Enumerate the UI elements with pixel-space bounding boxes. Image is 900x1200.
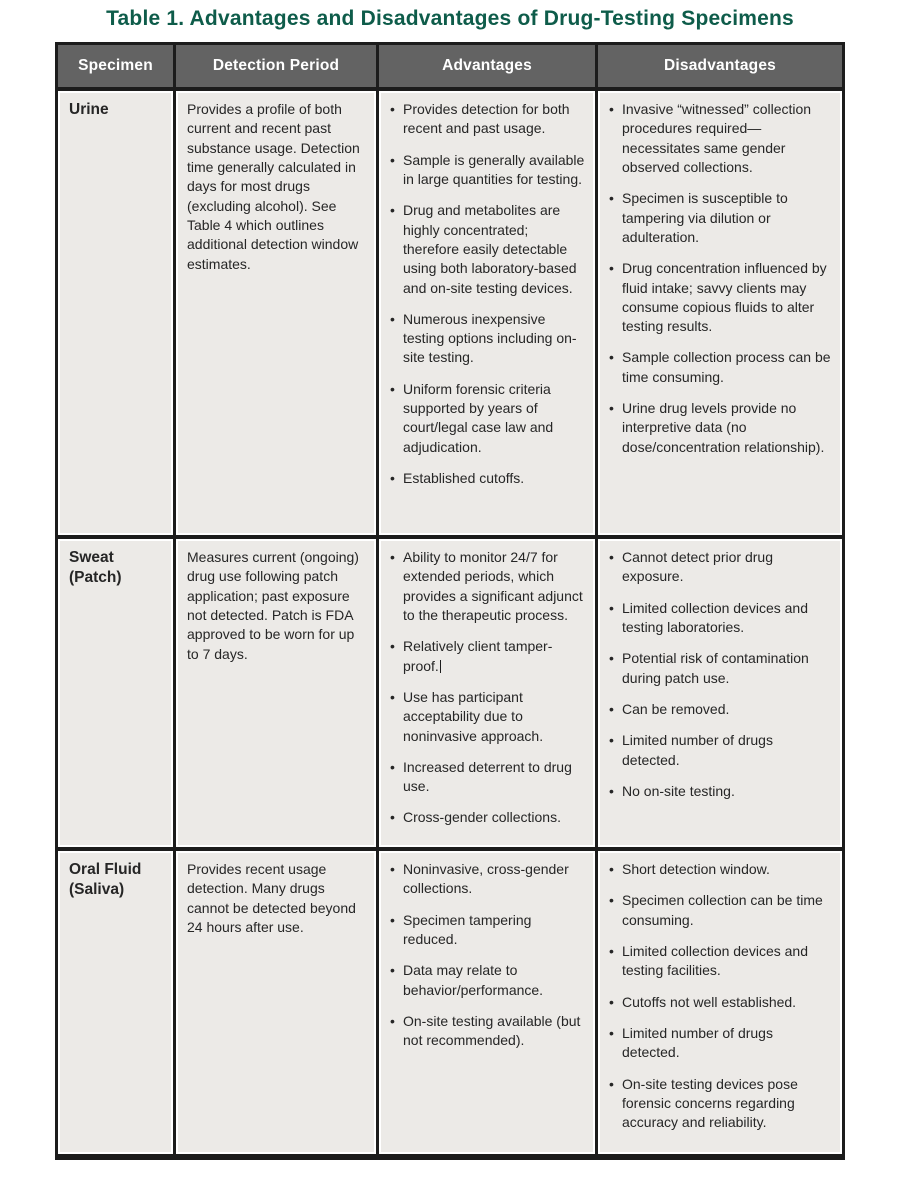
bullet-icon: • [609, 861, 614, 877]
bullet-icon: • [390, 638, 395, 655]
bullet-icon: • [390, 549, 395, 565]
bullet-text: Sample collection process can be time consuming. [622, 349, 831, 385]
bullet-item [609, 649, 832, 688]
bullet-icon: • [390, 1012, 395, 1029]
bullet-item [390, 548, 585, 625]
bullet-text: Cannot detect prior drug exposure. [622, 549, 773, 585]
bullet-text: Numerous inexpensive testing options including on-site testing. [403, 310, 577, 366]
column-header-advantages: Advantages [379, 45, 595, 87]
bullet-icon: • [609, 942, 614, 959]
bullet-text: Ability to monitor 24/7 for extended periods, which provides a significant adjunct to the therapeutic process. [403, 549, 583, 623]
detection-period-text: Provides a profile of both current and recent past substance usage. Detection time generally calculated in days for most drugs (excluding alcohol). See Table 4 which outlines additional detection window estimates. [187, 101, 360, 272]
specimen-cell [58, 851, 173, 1154]
bullet-item [390, 1012, 585, 1051]
bullet-item [390, 201, 585, 298]
bullet-item [609, 731, 832, 770]
bullet-item [390, 808, 585, 827]
bullet-text: Potential risk of contamination during patch use. [622, 650, 809, 686]
bullet-text: Established cutoffs. [403, 470, 525, 486]
bullet-text: Invasive “witnessed” collection procedures required—necessitates same gender observed collections. [622, 101, 812, 175]
bullet-text: Sample is generally available in large quantities for testing. [403, 151, 585, 187]
bullet-text: Short detection window. [622, 861, 770, 877]
bullet-icon: • [390, 202, 395, 219]
bullet-item [609, 189, 832, 247]
bullet-item [609, 1075, 832, 1133]
bullet-text: Relatively client tamper-proof. [403, 638, 553, 674]
bullet-item [609, 700, 832, 719]
bullet-item [390, 100, 585, 139]
bullet-text: Limited number of drugs detected. [622, 1024, 773, 1061]
bullet-icon: • [390, 688, 395, 705]
bullet-text: Provides detection for both recent and past usage. [403, 101, 570, 137]
bullet-item [390, 637, 585, 676]
bullet-icon: • [609, 892, 614, 909]
bullet-item [390, 688, 585, 746]
advantages-cell [379, 539, 595, 847]
column-header-detection-period: Detection Period [176, 45, 376, 87]
disadvantages-cell [598, 91, 842, 535]
bullet-item [609, 399, 832, 457]
bullet-icon: • [609, 1024, 614, 1041]
bullet-item [390, 961, 585, 1000]
bullet-text: Data may relate to behavior/performance. [403, 962, 544, 998]
bullet-text: Noninvasive, cross-gender collections. [403, 861, 569, 897]
bullet-icon: • [609, 101, 614, 117]
bullet-item [390, 151, 585, 190]
detection-period-text: Provides recent usage detection. Many drugs cannot be detected beyond 24 hours after use. [187, 861, 356, 935]
specimen-name: (Patch) [69, 569, 122, 587]
disadvantages-cell [598, 539, 842, 847]
specimen-name: Sweat [69, 549, 114, 566]
bullet-item [390, 380, 585, 457]
specimen-cell [58, 91, 173, 535]
bullet-icon: • [390, 962, 395, 979]
specimen-cell [58, 539, 173, 847]
bullet-item [609, 599, 832, 638]
bullet-item [609, 348, 832, 387]
bullet-text: Limited number of drugs detected. [622, 732, 773, 768]
bullet-icon: • [609, 700, 614, 717]
bullet-icon: • [609, 782, 614, 799]
bullet-text: Specimen collection can be time consuming. [622, 892, 823, 928]
column-header-disadvantages: Disadvantages [598, 45, 842, 87]
bullet-text: Urine drug levels provide no interpretive data (no dose/concentration relationship). [622, 400, 825, 455]
bullet-icon: • [390, 758, 395, 775]
bullet-text: Drug concentration influenced by fluid intake; savvy clients may consume copious fluids to alter testing results. [622, 260, 827, 335]
bullet-item [609, 259, 832, 336]
bullet-icon: • [390, 101, 395, 117]
detection-period-cell [176, 851, 376, 1154]
bullet-text: No on-site testing. [622, 782, 735, 799]
bullet-icon: • [609, 549, 614, 565]
advantages-cell [379, 851, 595, 1154]
bullet-icon: • [390, 861, 395, 877]
bullet-icon: • [609, 732, 614, 749]
disadvantages-cell [598, 851, 842, 1154]
text-cursor [440, 660, 442, 673]
bullet-item [390, 911, 585, 950]
bullet-icon: • [609, 599, 614, 616]
detection-period-cell [176, 539, 376, 847]
bullet-item [609, 782, 832, 801]
bullet-item [609, 548, 832, 587]
advantages-cell [379, 91, 595, 535]
bullet-text: Increased deterrent to drug use. [403, 758, 572, 795]
bullet-text: Specimen tampering reduced. [403, 911, 532, 947]
bullet-icon: • [390, 470, 395, 486]
bullet-text: Can be removed. [622, 700, 730, 717]
bullet-icon: • [390, 151, 395, 168]
bullet-item [390, 758, 585, 797]
bullet-text: Uniform forensic criteria supported by years of court/legal case law and adjudication. [403, 380, 554, 455]
specimens-table [55, 42, 845, 1160]
specimen-name: (Saliva) [69, 881, 125, 899]
bullet-item [609, 100, 832, 177]
bullet-icon: • [390, 911, 395, 928]
bullet-icon: • [390, 380, 395, 397]
bullet-text: Specimen is susceptible to tampering via dilution or adulteration. [622, 190, 788, 245]
bullet-item [609, 993, 832, 1012]
specimen-name: Oral Fluid [69, 861, 142, 878]
bullet-item [390, 469, 585, 488]
bullet-text: On-site testing devices pose forensic concerns regarding accuracy and reliability. [622, 1075, 798, 1131]
bullet-icon: • [609, 400, 614, 417]
column-header-specimen: Specimen [58, 45, 173, 87]
bullet-icon: • [390, 310, 395, 327]
bullet-text: Limited collection devices and testing facilities. [622, 942, 808, 979]
bullet-item [609, 1024, 832, 1063]
bullet-icon: • [609, 260, 614, 277]
bullet-text: Limited collection devices and testing laboratories. [622, 599, 808, 635]
bullet-text: On-site testing available (but not recommended). [403, 1012, 581, 1049]
bullet-icon: • [609, 349, 614, 366]
detection-period-text: Measures current (ongoing) drug use following patch application; past exposure not detected. Patch is FDA approved to be worn for up to 7 days. [187, 549, 359, 662]
bullet-item [390, 310, 585, 368]
bullet-icon: • [609, 650, 614, 667]
bullet-text: Drug and metabolites are highly concentrated; therefore easily detectable using both laboratory-based and on-site testing devices. [403, 202, 577, 296]
bullet-item [609, 942, 832, 981]
bullet-text: Use has participant acceptability due to noninvasive approach. [403, 688, 544, 744]
bullet-icon: • [609, 993, 614, 1010]
bullet-icon: • [609, 190, 614, 207]
table-title: Table 1. Advantages and Disadvantages of Drug-Testing Specimens [106, 7, 794, 30]
bullet-item [390, 860, 585, 899]
bullet-text: Cross-gender collections. [403, 809, 561, 826]
specimen-name: Urine [69, 101, 109, 118]
bullet-icon: • [390, 809, 395, 826]
detection-period-cell [176, 91, 376, 535]
bullet-icon: • [609, 1075, 614, 1092]
bullet-text: Cutoffs not well established. [622, 993, 797, 1010]
bullet-item [609, 860, 832, 879]
bullet-item [609, 891, 832, 930]
